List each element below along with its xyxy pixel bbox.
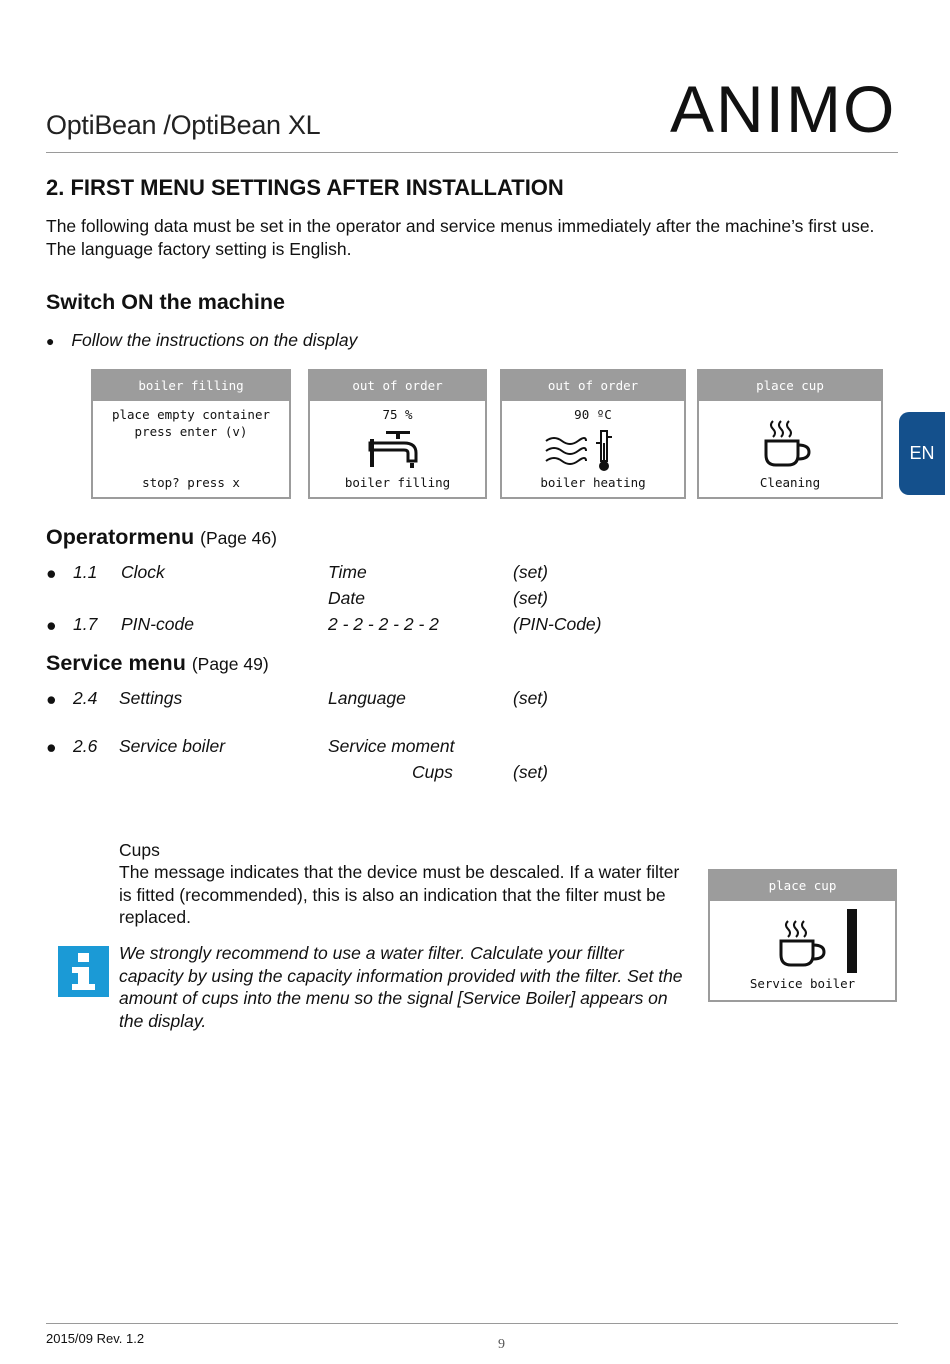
switch-on-heading: Switch ON the machine <box>46 290 285 314</box>
operator-row-param: 2 - 2 - 2 - 2 - 2 <box>328 614 439 634</box>
display-header: out of order <box>502 371 684 401</box>
service-menu-heading <box>46 651 269 676</box>
display-boiler-filling-start <box>91 369 291 499</box>
display-cleaning <box>697 369 883 499</box>
display-header: boiler filling <box>93 371 289 401</box>
info-paragraph: We strongly recommend to use a water filter. Calculate your fillter capacity by using the capacity information provided with the filter. Set the amount of cups into the menu so the signal [Service Boiler] appears on the display. <box>119 943 683 1031</box>
bullet-dot: ● <box>46 615 57 635</box>
service-row-param: Language <box>328 688 406 708</box>
bullet-dot: ● <box>46 689 57 709</box>
display-boiler-filling-progress <box>308 369 487 499</box>
operator-row-item: Clock <box>121 562 165 582</box>
coffee-cup-icon <box>763 417 813 469</box>
service-row-value: (set) <box>513 688 548 708</box>
animo-logo <box>670 74 900 136</box>
heating-thermometer-icon <box>544 429 628 473</box>
operator-menu-heading <box>46 525 277 550</box>
service-row-value: (set) <box>513 762 548 782</box>
cups-paragraph: The message indicates that the device must be descaled. If a water filter is fitted (recommended), this is also an indication that the filter must be replaced. <box>119 862 680 927</box>
intro-paragraph: The following data must be set in the operator and service menus immediately after the machine’s first use. The language factory setting is English. <box>46 216 875 259</box>
revision-label: 2015/09 Rev. 1.2 <box>46 1331 145 1346</box>
tap-icon <box>368 429 428 469</box>
display-header: place cup <box>710 871 895 901</box>
display-service-boiler <box>708 869 897 1002</box>
operator-row-num: 1.7 <box>73 614 98 634</box>
operator-row-item: PIN-code <box>121 614 194 634</box>
bullet-dot: ● <box>46 737 57 757</box>
display-line: place empty container <box>111 407 271 422</box>
operator-menu-title: Operatormenu <box>46 525 195 549</box>
language-tab: EN <box>899 412 945 495</box>
service-menu-title: Service menu <box>46 651 186 675</box>
page-number: 9 <box>498 1337 505 1352</box>
operator-row-value: (set) <box>513 562 548 582</box>
svg-text:ANIMO: ANIMO <box>670 74 897 136</box>
display-footer: Service boiler <box>749 976 856 991</box>
switch-on-bullet-text: Follow the instructions on the display <box>71 330 358 350</box>
display-boiler-heating <box>500 369 686 499</box>
display-footer: boiler heating <box>540 475 646 490</box>
service-level-bar <box>847 909 857 973</box>
display-header: out of order <box>310 371 485 401</box>
header-rule <box>46 152 898 153</box>
operator-row-num: 1.1 <box>73 562 98 582</box>
footer-rule <box>46 1323 898 1324</box>
service-row-num: 2.4 <box>73 688 98 708</box>
service-row-item: Service boiler <box>119 736 226 756</box>
service-row-num: 2.6 <box>73 736 98 756</box>
display-footer: boiler filling <box>344 475 451 490</box>
info-icon <box>58 946 109 997</box>
bullet-dot: ● <box>46 563 57 583</box>
document-title: OptiBean /OptiBean XL <box>46 110 321 140</box>
service-row-item: Settings <box>119 688 183 708</box>
operator-row-value: (PIN-Code) <box>513 614 602 634</box>
service-menu-page: (Page 49) <box>191 654 269 674</box>
operator-menu-page: (Page 46) <box>200 528 277 548</box>
coffee-cup-icon <box>778 917 828 969</box>
display-line: press enter (v) <box>134 424 248 439</box>
service-row-param: Cups <box>412 762 453 782</box>
operator-row-param: Date <box>328 588 365 608</box>
bullet-dot: ● <box>46 333 55 349</box>
display-line: 90 ºC <box>574 407 612 422</box>
cups-title: Cups <box>119 840 160 860</box>
display-footer: stop? press x <box>142 475 240 490</box>
section-heading: 2. FIRST MENU SETTINGS AFTER INSTALLATION <box>46 175 564 200</box>
operator-row-value: (set) <box>513 588 548 608</box>
display-line: 75 % <box>382 407 413 422</box>
service-row-param: Service moment <box>328 736 455 756</box>
switch-on-bullet <box>46 329 357 352</box>
display-footer: Cleaning <box>759 475 821 490</box>
operator-row-param: Time <box>328 562 367 582</box>
display-header: place cup <box>699 371 881 401</box>
